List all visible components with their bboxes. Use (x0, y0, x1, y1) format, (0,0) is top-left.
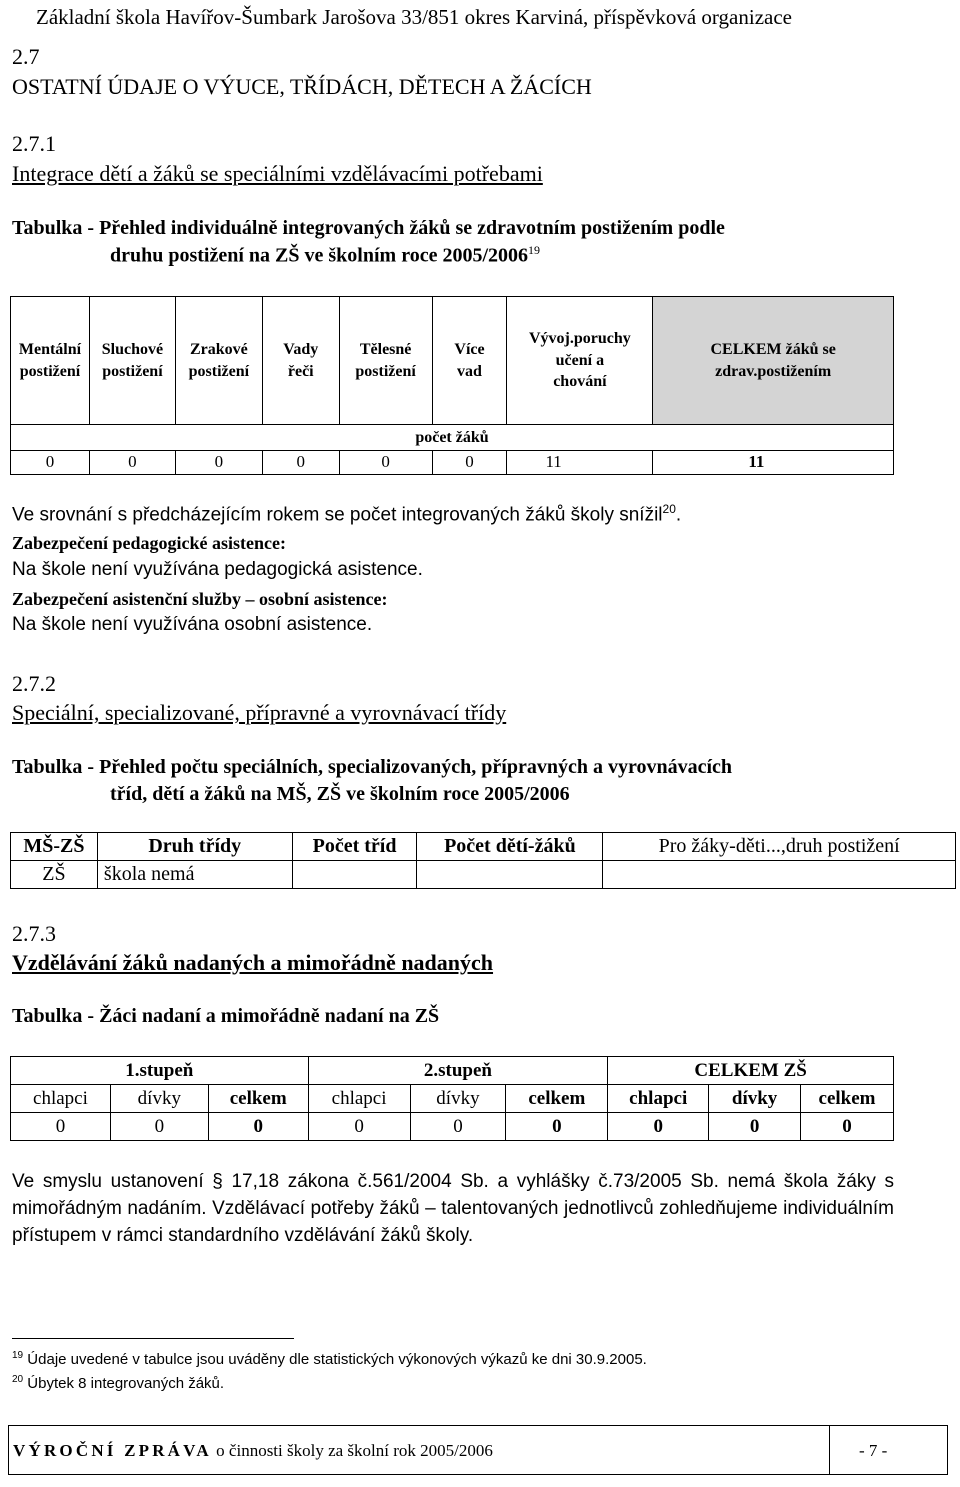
value-cell: 0 (608, 1113, 709, 1141)
subheader-count: počet žáků (11, 425, 894, 451)
value-cell: 0 (410, 1113, 506, 1141)
group-second-stage: 2.stupeň (308, 1057, 608, 1085)
header-pupil-count: Počet dětí-žáků (417, 833, 603, 861)
header-ms-zs: MŠ-ZŠ (11, 833, 98, 861)
section-title: OSTATNÍ ÚDAJE O VÝUCE, TŘÍDÁCH, DĚTECH A ŽÁCÍCH (12, 74, 592, 99)
value-cell: 0 (89, 451, 175, 475)
value-cell: 0 (208, 1113, 308, 1141)
subheader-girls: dívky (709, 1085, 801, 1113)
value-cell: 0 (175, 451, 262, 475)
footnote-ref-19: 19 (528, 243, 541, 257)
table-caption-272-line2: tříd, dětí a žáků na MŠ, ZŠ ve školním roce 2005/2006 (110, 783, 570, 805)
footnote-number: 19 (12, 1350, 24, 1361)
table-caption-271-line1: Tabulka - Přehled individuálně integrovaných žáků se zdravotním postižením podle (12, 217, 725, 239)
gifted-paragraph: Ve smyslu ustanovení § 17,18 zákona č.561/2004 Sb. a vyhlášky č.73/2005 Sb. nemá škola žáky s mimořádným nadáním. Vzdělávací potřeby žáků – talentovaných jednotlivců zohledňujeme individuálním přístupem v rámci standardního vzdělávání žáků školy. (12, 1171, 894, 1246)
row-class-count (292, 861, 417, 889)
value-cell: 0 (506, 1113, 608, 1141)
subheader-girls: dívky (110, 1085, 208, 1113)
subheader-girls: dívky (410, 1085, 506, 1113)
header-class-count: Počet tříd (292, 833, 417, 861)
subheader-total: celkem (506, 1085, 608, 1113)
subsection-number-271: 2.7.1 (12, 131, 56, 156)
value-cell-total: 11 (653, 451, 894, 475)
header-visual: Zrakové postižení (175, 297, 262, 425)
subsection-title-272: Speciální, specializované, přípravné a vyrovnávací třídy (12, 700, 507, 725)
footnote-19 (12, 1350, 647, 1368)
subsection-number-272: 2.7.2 (12, 671, 56, 696)
table-caption-273: Tabulka - Žáci nadaní a mimořádně nadaní na ZŠ (12, 1005, 440, 1027)
value-cell: 0 (262, 451, 339, 475)
table-caption-272-line1: Tabulka - Přehled počtu speciálních, specializovaných, přípravných a vyrovnávacích (12, 756, 733, 778)
value-cell: 0 (308, 1113, 410, 1141)
footnote-separator (12, 1338, 294, 1339)
row-pupil-count (417, 861, 603, 889)
row-disability-type (603, 861, 956, 889)
header-class-type: Druh třídy (97, 833, 292, 861)
page-number: - 7 - (859, 1441, 888, 1460)
comparison-text: Ve srovnání s předcházejícím rokem se počet integrovaných žáků školy snížil$^{20}$. (12, 502, 682, 526)
text-personal-assistance: Na škole není využívána osobní asistence. (12, 614, 373, 635)
footer-report-title (13, 1441, 493, 1461)
row-class-type: škola nemá (97, 861, 292, 889)
value-cell: 11 (507, 451, 653, 475)
header-multiple: Více vad (432, 297, 507, 425)
value-cell: 0 (110, 1113, 208, 1141)
footnote-text: Úbytek 8 integrovaných žáků. (27, 1375, 225, 1392)
value-cell: 0 (11, 1113, 111, 1141)
footnote-number: 20 (12, 1374, 24, 1385)
footer-report-label: VÝROČNÍ ZPRÁVA (13, 1441, 212, 1460)
caption-271-text: druhu postižení na ZŠ ve školním roce 2005/2006 (110, 244, 529, 267)
subsection-title-273: Vzdělávání žáků nadaných a mimořádně nadaných (12, 950, 494, 975)
footnote-20 (12, 1374, 224, 1392)
group-first-stage: 1.stupeň (11, 1057, 309, 1085)
header-hearing: Sluchové postižení (89, 297, 175, 425)
subheader-total: celkem (208, 1085, 308, 1113)
header-speech: Vady řeči (262, 297, 339, 425)
footer-divider (829, 1426, 830, 1474)
subsection-title-271: Integrace dětí a žáků se speciálními vzdělávacími potřebami (12, 161, 543, 186)
section-number: 2.7 (12, 44, 40, 69)
value-cell: 0 (801, 1113, 894, 1141)
value-cell: 0 (432, 451, 507, 475)
subsection-number-273: 2.7.3 (12, 921, 56, 946)
header-learning-disorders: Vývoj.poruchy učení a chování (507, 297, 653, 425)
row-school: ZŠ (11, 861, 98, 889)
subheader-boys: chlapci (608, 1085, 709, 1113)
header-total: CELKEM žáků se zdrav.postižením (653, 297, 894, 425)
page-header: Základní škola Havířov-Šumbark Jarošova 33/851 okres Karviná, příspěvková organizace (36, 5, 792, 29)
subheader-total: celkem (801, 1085, 894, 1113)
header-mental: Mentální postižení (11, 297, 90, 425)
table-caption-271-line2 (110, 243, 540, 268)
group-total: CELKEM ZŠ (608, 1057, 894, 1085)
label-pedagogical-assistance: Zabezpečení pedagogické asistence: (12, 533, 286, 553)
integration-table (10, 296, 894, 475)
value-cell: 0 (11, 451, 90, 475)
footnote-ref-20: 20 (662, 502, 676, 516)
gifted-pupils-table (10, 1056, 894, 1141)
subheader-boys: chlapci (308, 1085, 410, 1113)
page-footer (8, 1425, 948, 1475)
text-pedagogical-assistance: Na škole není využívána pedagogická asistence. (12, 559, 423, 580)
value-cell: 0 (339, 451, 432, 475)
value-cell: 0 (709, 1113, 801, 1141)
footnote-text: Údaje uvedené v tabulce jsou uváděny dle statistických výkonových výkazů ke dni 30.9.2005. (27, 1351, 647, 1368)
subheader-boys: chlapci (11, 1085, 111, 1113)
header-physical: Tělesné postižení (339, 297, 432, 425)
header-disability-type: Pro žáky-děti...,druh postižení (603, 833, 956, 861)
label-personal-assistance: Zabezpečení asistenční služby – osobní asistence: (12, 589, 388, 609)
footer-report-rest: o činnosti školy za školní rok 2005/2006 (216, 1441, 493, 1460)
special-classes-table (10, 832, 956, 889)
